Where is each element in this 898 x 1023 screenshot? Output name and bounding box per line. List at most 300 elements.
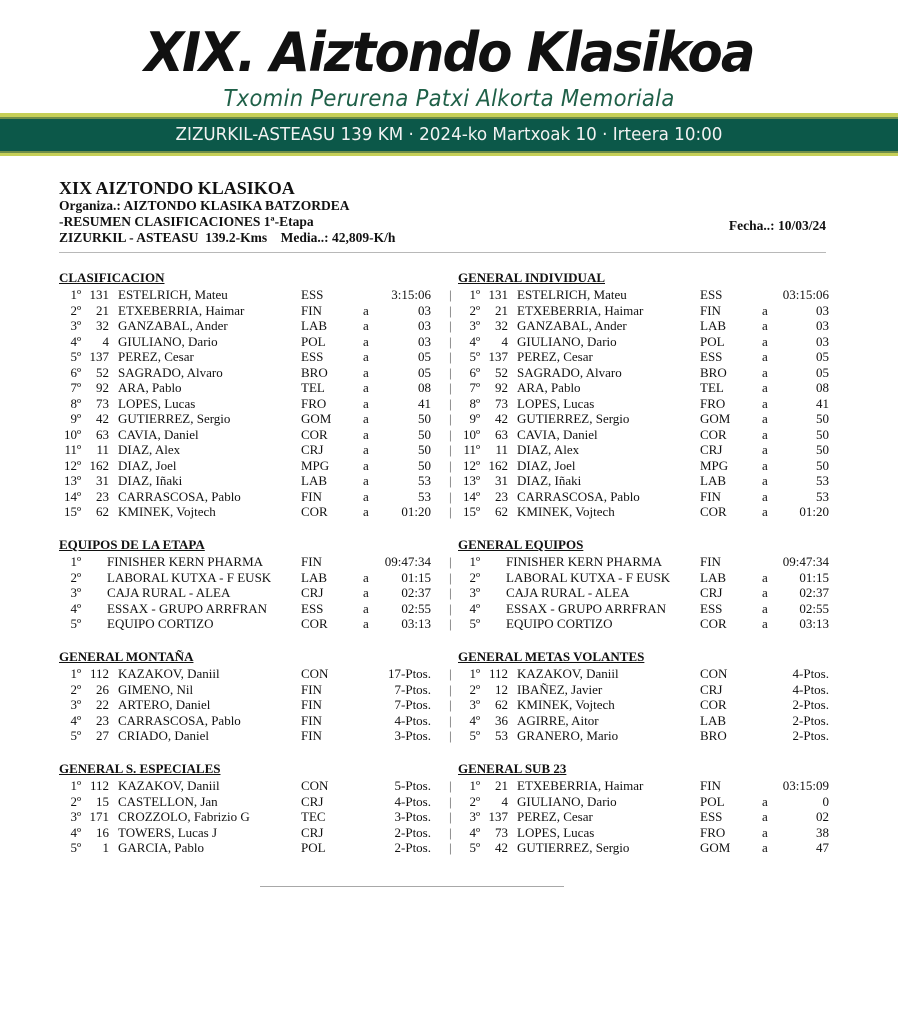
time-or-points: 2-Ptos. bbox=[792, 697, 829, 712]
position: 15º bbox=[63, 504, 81, 519]
gap-marker: a bbox=[363, 600, 369, 616]
team-code: CRJ bbox=[301, 793, 324, 809]
rider-name: KMINEK, Vojtech bbox=[517, 697, 615, 712]
rider-name: CARRASCOSA, Pablo bbox=[517, 488, 640, 504]
gap-marker: a bbox=[363, 616, 369, 631]
team-code: CRJ bbox=[700, 681, 723, 697]
gap-marker: a bbox=[363, 349, 369, 364]
team-code: COR bbox=[301, 426, 328, 442]
banner-route-info: ZIZURKIL-ASTEASU 139 KM · 2024-ko Martxoak 10 · Irteera 10:00 bbox=[175, 124, 723, 145]
time-or-points: 05 bbox=[418, 349, 431, 364]
bib-number: 1 bbox=[102, 840, 109, 855]
gap-marker: a bbox=[762, 473, 768, 488]
time-or-points: 3:15:06 bbox=[391, 287, 431, 302]
time-or-points: 08 bbox=[418, 380, 431, 395]
separator-bar: | bbox=[449, 426, 452, 442]
time-or-points: 03 bbox=[418, 318, 431, 333]
section-title: EQUIPOS DE LA ETAPA bbox=[59, 537, 205, 552]
section-title: GENERAL S. ESPECIALES bbox=[59, 761, 221, 776]
position: 9º bbox=[469, 411, 480, 426]
team-code: TEL bbox=[700, 380, 724, 395]
team-name: LABORAL KUTXA - F EUSK bbox=[506, 569, 671, 585]
rider-name: LOPES, Lucas bbox=[118, 395, 196, 411]
section-title: GENERAL METAS VOLANTES bbox=[458, 649, 645, 664]
bib-number: 31 bbox=[495, 473, 508, 488]
position: 14º bbox=[462, 488, 480, 504]
gap-marker: a bbox=[762, 426, 768, 442]
team-code: COR bbox=[700, 616, 727, 631]
position: 7º bbox=[469, 380, 480, 395]
gap-marker: a bbox=[762, 333, 768, 349]
time-or-points: 01:15 bbox=[799, 569, 829, 585]
gap-marker: a bbox=[363, 426, 369, 442]
bib-number: 21 bbox=[96, 302, 109, 318]
gap-marker: a bbox=[363, 488, 369, 504]
table-row bbox=[449, 616, 829, 632]
rider-name: ARA, Pablo bbox=[118, 380, 182, 395]
table-row bbox=[59, 825, 431, 841]
team-code: COR bbox=[301, 504, 328, 519]
bib-number: 73 bbox=[96, 395, 109, 411]
rider-name: ETXEBERRIA, Haimar bbox=[517, 778, 644, 793]
time-or-points: 09:47:34 bbox=[782, 554, 829, 569]
separator-bar: | bbox=[449, 666, 452, 681]
position: 3º bbox=[469, 585, 480, 600]
separator-bar: | bbox=[449, 554, 452, 569]
gap-marker: a bbox=[363, 364, 369, 380]
section-general-montana bbox=[59, 648, 431, 744]
position: 2º bbox=[469, 302, 480, 318]
gap-marker: a bbox=[762, 442, 768, 457]
position: 1º bbox=[70, 554, 81, 569]
section-general-equipos bbox=[449, 536, 829, 632]
position: 12º bbox=[63, 457, 81, 473]
bib-number: 21 bbox=[495, 302, 508, 318]
position: 1º bbox=[469, 287, 480, 302]
team-code: CRJ bbox=[700, 442, 723, 457]
time-or-points: 02:37 bbox=[799, 585, 829, 600]
time-or-points: 7-Ptos. bbox=[394, 697, 431, 712]
rider-name: CARRASCOSA, Pablo bbox=[118, 712, 241, 728]
position: 4º bbox=[70, 600, 81, 616]
table-row bbox=[449, 554, 829, 570]
table-row bbox=[59, 334, 431, 350]
gap-marker: a bbox=[762, 488, 768, 504]
time-or-points: 08 bbox=[816, 380, 829, 395]
bib-number: 26 bbox=[96, 681, 109, 697]
rider-name: KMINEK, Vojtech bbox=[517, 504, 615, 519]
time-or-points: 4-Ptos. bbox=[792, 681, 829, 697]
table-row bbox=[449, 793, 829, 810]
time-or-points: 41 bbox=[418, 395, 431, 411]
table-row bbox=[449, 395, 829, 412]
bib-number: 4 bbox=[501, 793, 508, 809]
team-name: ESSAX - GRUPO ARRFRAN bbox=[506, 600, 667, 616]
team-code: FIN bbox=[301, 554, 322, 569]
bib-number: 92 bbox=[96, 380, 109, 395]
time-or-points: 01:20 bbox=[401, 504, 431, 519]
time-or-points: 53 bbox=[418, 473, 431, 488]
gap-marker: a bbox=[762, 380, 768, 395]
team-code: TEL bbox=[301, 380, 325, 395]
gap-marker: a bbox=[363, 473, 369, 488]
position: 5º bbox=[70, 349, 81, 364]
summary-line: -RESUMEN CLASIFICACIONES 1ª-Etapa bbox=[59, 214, 314, 229]
team-code: POL bbox=[301, 840, 326, 855]
position: 13º bbox=[63, 473, 81, 488]
rider-name: TOWERS, Lucas J bbox=[118, 824, 218, 840]
team-code: FIN bbox=[700, 554, 721, 569]
table-row bbox=[449, 380, 829, 396]
table-row bbox=[449, 364, 829, 381]
position: 13º bbox=[462, 473, 480, 488]
time-or-points: 2-Ptos. bbox=[792, 728, 829, 743]
bib-number: 112 bbox=[488, 666, 508, 681]
separator-bar: | bbox=[449, 380, 452, 395]
time-or-points: 17-Ptos. bbox=[388, 666, 431, 681]
position: 2º bbox=[70, 302, 81, 318]
team-name: LABORAL KUTXA - F EUSK bbox=[107, 569, 272, 585]
time-or-points: 05 bbox=[418, 364, 431, 380]
team-code: POL bbox=[700, 793, 725, 809]
team-code: FIN bbox=[700, 778, 721, 793]
gap-marker: a bbox=[762, 809, 768, 824]
table-row bbox=[449, 569, 829, 586]
gap-marker: a bbox=[762, 793, 768, 809]
bib-number: 52 bbox=[96, 364, 109, 380]
position: 2º bbox=[469, 793, 480, 809]
rider-name: ETXEBERRIA, Haimar bbox=[118, 302, 245, 318]
separator-bar: | bbox=[449, 585, 452, 600]
bib-number: 42 bbox=[96, 411, 109, 426]
gap-marker: a bbox=[363, 457, 369, 473]
position: 3º bbox=[70, 318, 81, 333]
section-equipos-etapa bbox=[59, 536, 431, 632]
table-row bbox=[449, 426, 829, 443]
team-code: TEC bbox=[301, 809, 326, 824]
separator-bar: | bbox=[449, 395, 452, 411]
position: 11º bbox=[64, 442, 81, 457]
separator-bar: | bbox=[449, 473, 452, 488]
report-title: XIX AIZTONDO KLASIKOA bbox=[59, 178, 295, 198]
time-or-points: 02:55 bbox=[401, 600, 431, 616]
position: 3º bbox=[469, 697, 480, 712]
gap-marker: a bbox=[762, 318, 768, 333]
bib-number: 63 bbox=[96, 426, 109, 442]
position: 4º bbox=[469, 712, 480, 728]
team-code: CRJ bbox=[301, 442, 324, 457]
team-name: EQUIPO CORTIZO bbox=[506, 616, 613, 631]
team-code: ESS bbox=[301, 287, 324, 302]
bib-number: 15 bbox=[96, 793, 109, 809]
position: 5º bbox=[70, 728, 81, 743]
table-row bbox=[59, 713, 431, 729]
position: 1º bbox=[70, 287, 81, 302]
separator-bar: | bbox=[449, 712, 452, 728]
gap-marker: a bbox=[363, 411, 369, 426]
bib-number: 112 bbox=[89, 666, 109, 681]
banner-stripe-bottom bbox=[0, 153, 898, 156]
rider-name: GIMENO, Nil bbox=[118, 681, 194, 697]
team-code: COR bbox=[700, 426, 727, 442]
table-row bbox=[59, 365, 431, 381]
time-or-points: 03 bbox=[816, 333, 829, 349]
separator-bar: | bbox=[449, 333, 452, 349]
gap-marker: a bbox=[762, 600, 768, 616]
rider-name: CRIADO, Daniel bbox=[118, 728, 209, 743]
banner-subtitle: Txomin Perurena Patxi Alkorta Memoriala bbox=[223, 86, 675, 112]
team-code: CON bbox=[301, 778, 329, 793]
table-row bbox=[449, 809, 829, 825]
rider-name: PEREZ, Cesar bbox=[517, 809, 593, 824]
time-or-points: 02 bbox=[816, 809, 829, 824]
section-general-individual bbox=[449, 269, 829, 520]
position: 4º bbox=[469, 333, 480, 349]
team-code: COR bbox=[301, 616, 328, 631]
time-or-points: 5-Ptos. bbox=[394, 778, 431, 793]
table-row bbox=[59, 287, 431, 303]
table-row bbox=[59, 666, 431, 682]
bib-number: 36 bbox=[495, 712, 508, 728]
team-code: MPG bbox=[301, 457, 330, 473]
time-or-points: 03 bbox=[418, 302, 431, 318]
time-or-points: 03 bbox=[816, 318, 829, 333]
team-name: EQUIPO CORTIZO bbox=[107, 616, 214, 631]
team-code: BRO bbox=[301, 364, 328, 380]
bib-number: 137 bbox=[488, 349, 508, 364]
time-or-points: 2-Ptos. bbox=[394, 840, 431, 855]
bib-number: 22 bbox=[96, 697, 109, 712]
separator-bar: | bbox=[449, 778, 452, 793]
gap-marker: a bbox=[762, 395, 768, 411]
table-row bbox=[449, 333, 829, 350]
bib-number: 23 bbox=[495, 488, 508, 504]
rider-name: CASTELLON, Jan bbox=[118, 793, 218, 809]
position: 1º bbox=[70, 778, 81, 793]
time-or-points: 50 bbox=[816, 457, 829, 473]
team-code: FIN bbox=[301, 728, 322, 743]
team-code: POL bbox=[700, 333, 725, 349]
section-title: CLASIFICACION bbox=[59, 270, 165, 285]
section-general-s-especiales bbox=[59, 760, 431, 856]
table-row bbox=[449, 457, 829, 474]
time-or-points: 03:15:09 bbox=[782, 778, 829, 793]
team-code: ESS bbox=[700, 349, 723, 364]
separator-bar: | bbox=[449, 569, 452, 585]
rider-name: KMINEK, Vojtech bbox=[118, 504, 216, 519]
table-row bbox=[449, 697, 829, 713]
table-row bbox=[59, 809, 431, 825]
position: 2º bbox=[469, 681, 480, 697]
bib-number: 92 bbox=[495, 380, 508, 395]
rider-name: GARCIA, Pablo bbox=[118, 840, 204, 855]
table-row bbox=[449, 824, 829, 841]
time-or-points: 03 bbox=[816, 302, 829, 318]
time-or-points: 41 bbox=[816, 395, 829, 411]
separator-bar: | bbox=[449, 302, 452, 318]
bib-number: 137 bbox=[89, 349, 109, 364]
position: 2º bbox=[70, 569, 81, 585]
table-row bbox=[59, 697, 431, 713]
gap-marker: a bbox=[762, 411, 768, 426]
position: 5º bbox=[469, 349, 480, 364]
bib-number: 12 bbox=[495, 681, 508, 697]
time-or-points: 02:55 bbox=[799, 600, 829, 616]
rider-name: ESTELRICH, Mateu bbox=[517, 287, 627, 302]
time-or-points: 53 bbox=[816, 488, 829, 504]
time-or-points: 4-Ptos. bbox=[394, 793, 431, 809]
team-code: FIN bbox=[301, 488, 322, 504]
bib-number: 42 bbox=[495, 411, 508, 426]
separator-bar: | bbox=[449, 728, 452, 743]
rider-name: PEREZ, Cesar bbox=[517, 349, 593, 364]
gap-marker: a bbox=[762, 302, 768, 318]
rider-name: SAGRADO, Alvaro bbox=[517, 364, 622, 380]
gap-marker: a bbox=[363, 442, 369, 457]
rider-name: GUTIERREZ, Sergio bbox=[118, 411, 231, 426]
bib-number: 32 bbox=[495, 318, 508, 333]
rider-name: GUTIERREZ, Sergio bbox=[517, 411, 630, 426]
report-header bbox=[59, 178, 395, 246]
rider-name: KAZAKOV, Daniil bbox=[517, 666, 619, 681]
time-or-points: 4-Ptos. bbox=[792, 666, 829, 681]
table-row bbox=[59, 616, 431, 632]
bib-number: 31 bbox=[96, 473, 109, 488]
rider-name: DIAZ, Alex bbox=[517, 442, 580, 457]
bib-number: 63 bbox=[495, 426, 508, 442]
team-code: COR bbox=[700, 504, 727, 519]
rider-name: AGIRRE, Aitor bbox=[517, 712, 599, 728]
position: 2º bbox=[70, 681, 81, 697]
separator-bar: | bbox=[449, 600, 452, 616]
table-row bbox=[59, 504, 431, 520]
separator-bar: | bbox=[449, 697, 452, 712]
position: 3º bbox=[70, 809, 81, 824]
gap-marker: a bbox=[363, 333, 369, 349]
table-row bbox=[449, 712, 829, 729]
separator-bar: | bbox=[449, 840, 452, 855]
gap-marker: a bbox=[363, 585, 369, 600]
gap-marker: a bbox=[762, 840, 768, 855]
table-row bbox=[449, 504, 829, 520]
table-row bbox=[59, 442, 431, 458]
rider-name: DIAZ, Iñaki bbox=[517, 473, 582, 488]
team-code: CRJ bbox=[301, 824, 324, 840]
position: 12º bbox=[462, 457, 480, 473]
separator-bar: | bbox=[449, 824, 452, 840]
gap-marker: a bbox=[762, 504, 768, 519]
table-row bbox=[449, 666, 829, 682]
table-row bbox=[449, 728, 829, 744]
team-code: LAB bbox=[700, 473, 726, 488]
bib-number: 11 bbox=[96, 442, 109, 457]
bib-number: 4 bbox=[501, 333, 508, 349]
bib-number: 53 bbox=[495, 728, 508, 743]
gap-marker: a bbox=[762, 616, 768, 631]
time-or-points: 03:15:06 bbox=[782, 287, 829, 302]
gap-marker: a bbox=[762, 569, 768, 585]
separator-bar: | bbox=[449, 411, 452, 426]
time-or-points: 50 bbox=[418, 411, 431, 426]
bib-number: 27 bbox=[96, 728, 109, 743]
table-row bbox=[59, 682, 431, 698]
table-row bbox=[59, 303, 431, 319]
team-code: BRO bbox=[700, 364, 727, 380]
team-code: FIN bbox=[301, 712, 322, 728]
table-row bbox=[449, 302, 829, 319]
position: 1º bbox=[469, 554, 480, 569]
team-code: FIN bbox=[301, 302, 322, 318]
position: 2º bbox=[70, 793, 81, 809]
rider-name: ARTERO, Daniel bbox=[118, 697, 211, 712]
time-or-points: 50 bbox=[418, 457, 431, 473]
time-or-points: 53 bbox=[816, 473, 829, 488]
rider-name: DIAZ, Joel bbox=[118, 457, 177, 473]
team-code: ESS bbox=[301, 349, 324, 364]
team-name: ESSAX - GRUPO ARRFRAN bbox=[107, 600, 268, 616]
organizer-line: Organiza.: AIZTONDO KLASIKA BATZORDEA bbox=[59, 198, 350, 213]
header-divider bbox=[59, 252, 826, 253]
bib-number: 62 bbox=[495, 504, 508, 519]
time-or-points: 03:13 bbox=[799, 616, 829, 631]
table-row bbox=[59, 411, 431, 427]
bib-number: 73 bbox=[495, 395, 508, 411]
team-code: LAB bbox=[301, 569, 327, 585]
rider-name: GANZABAL, Ander bbox=[118, 318, 228, 333]
footer-divider bbox=[260, 886, 564, 887]
position: 3º bbox=[469, 809, 480, 824]
table-row bbox=[59, 349, 431, 365]
team-name: CAJA RURAL - ALEA bbox=[107, 585, 231, 600]
position: 6º bbox=[469, 364, 480, 380]
time-or-points: 50 bbox=[418, 426, 431, 442]
team-code: ESS bbox=[700, 287, 723, 302]
team-code: MPG bbox=[700, 457, 729, 473]
team-code: COR bbox=[700, 697, 727, 712]
separator-bar: | bbox=[449, 504, 452, 519]
separator-bar: | bbox=[449, 364, 452, 380]
gap-marker: a bbox=[762, 349, 768, 364]
table-row bbox=[449, 488, 829, 505]
table-row bbox=[449, 442, 829, 458]
position: 2º bbox=[469, 569, 480, 585]
position: 5º bbox=[469, 840, 480, 855]
gap-marker: a bbox=[363, 380, 369, 395]
position: 6º bbox=[70, 364, 81, 380]
separator-bar: | bbox=[449, 318, 452, 333]
table-row bbox=[59, 601, 431, 617]
team-code: CRJ bbox=[700, 585, 723, 600]
team-code: FIN bbox=[301, 681, 322, 697]
rider-name: PEREZ, Cesar bbox=[118, 349, 194, 364]
team-code: ESS bbox=[700, 600, 723, 616]
section-general-metas-volantes bbox=[449, 648, 829, 744]
bib-number: 16 bbox=[96, 824, 109, 840]
team-code: FRO bbox=[700, 824, 726, 840]
table-row bbox=[59, 554, 431, 570]
rider-name: GIULIANO, Dario bbox=[118, 333, 218, 349]
event-banner bbox=[0, 0, 898, 160]
table-row bbox=[59, 728, 431, 744]
position: 11º bbox=[463, 442, 480, 457]
table-row bbox=[449, 600, 829, 617]
bib-number: 21 bbox=[495, 778, 508, 793]
team-code: FIN bbox=[700, 488, 721, 504]
position: 4º bbox=[70, 824, 81, 840]
table-row bbox=[59, 840, 431, 856]
position: 7º bbox=[70, 380, 81, 395]
team-code: LAB bbox=[700, 318, 726, 333]
